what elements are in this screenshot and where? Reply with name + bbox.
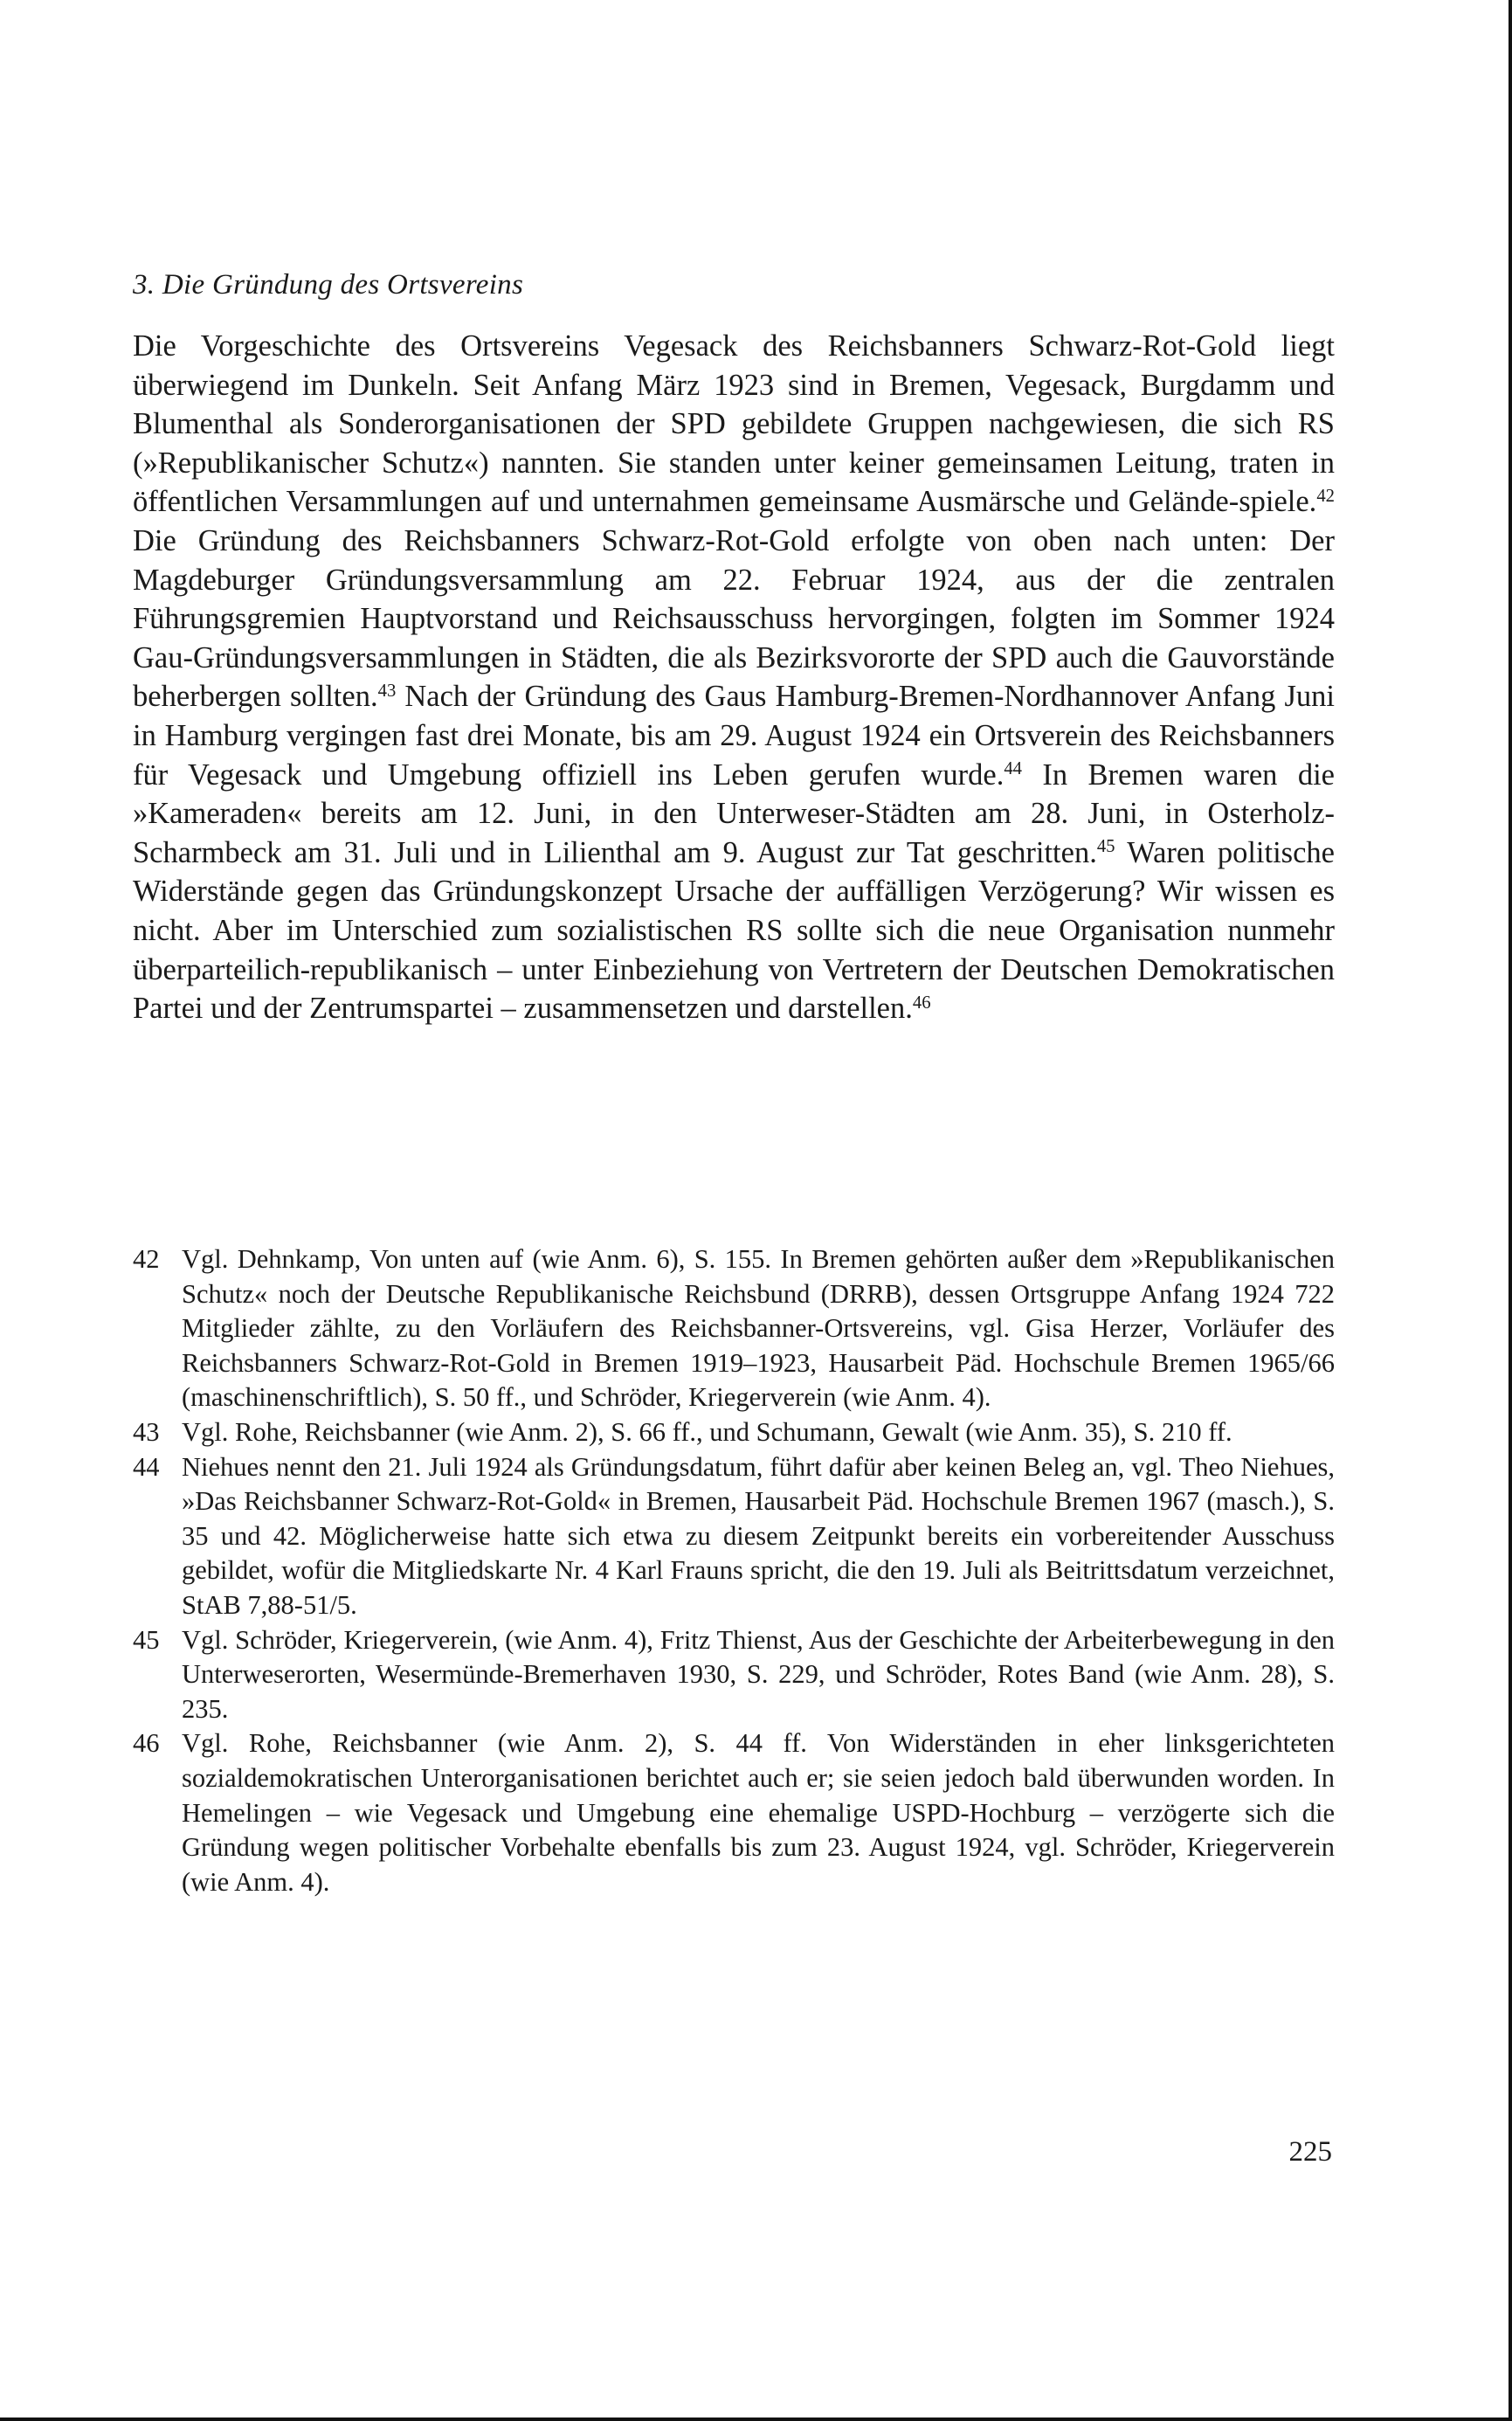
footnotes-section (133, 1242, 1335, 1899)
body-text-segment: Waren politische Widerstände gegen das Gründungskonzept Ursache der auffälligen Verzögerung? Wir wissen es nicht. Aber im Unterschied zum sozialistischen RS sollte sich die neue Organisation nunmehr überparteilich-republikanisch – unter Einbeziehung von Vertretern der Deutschen Demokratischen Partei und der Zentrumspartei – zusammensetzen und darstellen. (133, 835, 1335, 1026)
footnote-reference[interactable]: 42 (1316, 487, 1335, 506)
body-text-segment: In Bremen waren die »Kameraden« bereits am 12. Juni, in den Unterweser-Städten am 28. Juni, in Osterholz-Scharmbeck am 31. Juli und in Lilienthal am 9. August zur Tat geschritten. (133, 757, 1335, 869)
main-text-block (133, 266, 1335, 1028)
footnote-number: 42 (133, 1244, 160, 1274)
footnote (133, 1623, 1335, 1727)
footnote (133, 1242, 1335, 1415)
section-heading: 3. Die Gründung des Ortsvereins (133, 269, 524, 301)
footnote-number: 46 (133, 1728, 160, 1759)
body-paragraph (133, 327, 1335, 1028)
footnote-reference[interactable]: 45 (1096, 837, 1115, 857)
footnote-reference[interactable]: 43 (377, 681, 397, 701)
footnote-number: 45 (133, 1624, 160, 1655)
page-number: 225 (1288, 2136, 1332, 2168)
footnote (133, 1726, 1335, 1899)
footnote-text: Vgl. Schröder, Kriegerverein, (wie Anm. 4), Fritz Thienst, Aus der Geschichte der Arbeiterbewegung in den Unterweserorten, Wesermünde-Bremerhaven 1930, S. 229, und Schröder, Rotes Band (wie Anm. 28), S. 235. (182, 1624, 1335, 1724)
footnote (133, 1415, 1335, 1450)
body-text-segment: Die Gründung des Reichsbanners Schwarz-Rot-Gold erfolgte von oben nach unten: Der Magdeburger Gründungsversammlung am 22. Februar 1924, aus der die zentralen Führungsgremien Hauptvorstand und Reichsausschuss hervorgingen, folgten im Sommer 1924 Gau-Gründungsversammlungen in Städten, die als Bezirksvororte der SPD auch die Gauvorstände beherbergen sollten. (133, 523, 1335, 714)
body-text-segment: Nach der Gründung des Gaus Hamburg-Bremen-Nordhannover Anfang Juni in Hamburg vergingen fast drei Monate, bis am 29. August 1924 ein Ortsverein des Reichsbanners für Vegesack und Umgebung offiziell ins Leben gerufen wurde. (133, 680, 1335, 792)
footnote-reference[interactable]: 46 (912, 993, 931, 1013)
footnote (133, 1450, 1335, 1623)
footnote-text: Vgl. Dehnkamp, Von unten auf (wie Anm. 6), S. 155. In Bremen gehörten außer dem »Republikanischen Schutz« noch der Deutsche Republikanische Reichsbund (DRRB), dessen Ortsgruppe Anfang 1924 722 Mitglieder zählte, zu den Vorläufern des Reichsbanner-Ortsvereins, vgl. Gisa Herzer, Vorläufer des Reichsbanners Schwarz-Rot-Gold in Bremen 1919–1923, Hausarbeit Päd. Hochschule Bremen 1965/66 (maschinenschriftlich), S. 50 ff., und Schröder, Kriegerverein (wie Anm. 4). (182, 1244, 1335, 1413)
footnote-text: Vgl. Rohe, Reichsbanner (wie Anm. 2), S. 66 ff., und Schumann, Gewalt (wie Anm. 35), S. 210 ff. (182, 1416, 1232, 1447)
footnote-number: 43 (133, 1416, 160, 1447)
body-text-segment: Die Vorgeschichte des Ortsvereins Vegesack des Reichsbanners Schwarz-Rot-Gold liegt überwiegend im Dunkeln. Seit Anfang März 1923 sind in Bremen, Vegesack, Burgdamm und Blumenthal als Sonderorganisationen der SPD gebildete Gruppen nachgewiesen, die sich RS (»Republikanischer Schutz«) nannten. Sie standen unter keiner gemeinsamen Leitung, traten in öffentlichen Versammlungen auf und unternahmen gemeinsame Ausmärsche und Gelände-spiele. (133, 329, 1335, 519)
footnote-reference[interactable]: 44 (1004, 759, 1023, 779)
footnote-text: Vgl. Rohe, Reichsbanner (wie Anm. 2), S. 44 ff. Von Widerständen in eher linksgerichteten sozialdemokratischen Unterorganisationen berichtet auch er; sie seien jedoch bald überwunden worden. In Hemelingen – wie Vegesack und Umgebung eine ehemalige USPD-Hochburg – verzögerte sich die Gründung wegen politischer Vorbehalte ebenfalls bis zum 23. August 1924, vgl. Schröder, Kriegerverein (wie Anm. 4). (182, 1728, 1335, 1897)
footnote-text: Niehues nennt den 21. Juli 1924 als Gründungsdatum, führt dafür aber keinen Beleg an, vgl. Theo Niehues, »Das Reichsbanner Schwarz-Rot-Gold« in Bremen, Hausarbeit Päd. Hochschule Bremen 1967 (masch.), S. 35 und 42. Möglicherweise hatte sich etwa zu diesem Zeitpunkt bereits ein vorbereitender Ausschuss gebildet, wofür die Mitgliedskarte Nr. 4 Karl Frauns spricht, die den 19. Juli als Beitrittsdatum verzeichnet, StAB 7,88-51/5. (182, 1451, 1335, 1620)
footnote-number: 44 (133, 1451, 160, 1482)
